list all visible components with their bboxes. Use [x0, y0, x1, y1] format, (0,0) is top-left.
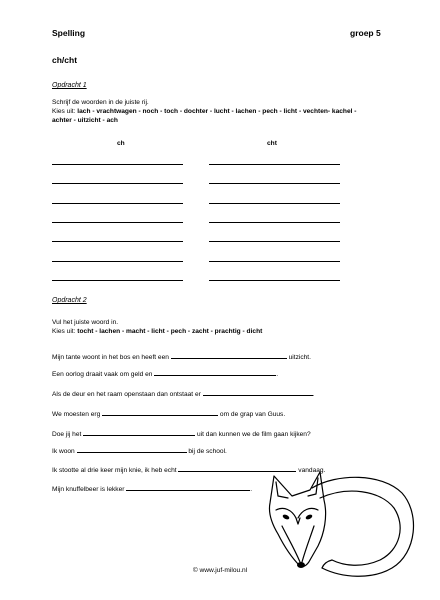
- assignment2-heading: Opdracht 2: [52, 297, 87, 304]
- assignment2-wordlist: [52, 327, 262, 336]
- answer-line-ch[interactable]: [52, 183, 183, 184]
- sentence-row: [52, 369, 278, 378]
- sentence-before: Mijn knuffelbeer is lekker: [52, 486, 127, 493]
- sentence-before: Mijn tante woont in het bos en heeft een: [52, 354, 171, 361]
- footer-copyright: © www.juf-milou.nl: [192, 567, 248, 574]
- sentence-after: .: [312, 391, 315, 398]
- sentence-after: .: [276, 371, 279, 378]
- answer-line-cht[interactable]: [209, 164, 340, 165]
- sentence-row: [52, 446, 227, 455]
- sentence-after: vandaag.: [296, 467, 326, 474]
- assignment2-instruction: Vul het juiste woord in.: [52, 319, 119, 326]
- answer-line-ch[interactable]: [52, 280, 183, 281]
- sentence-after: bij de school.: [186, 448, 227, 455]
- word-list-line1: lach - vrachtwagen - noch - toch - dochter - lucht - lachen - pech - licht - vechten- kachel -: [77, 108, 357, 115]
- fill-in-blank[interactable]: [77, 446, 187, 453]
- sentence-row: [52, 389, 315, 398]
- answer-line-cht[interactable]: [209, 222, 340, 223]
- fill-in-blank[interactable]: [126, 484, 253, 493]
- sentence-row: [52, 484, 252, 493]
- choose-prefix-2: Kies uit:: [52, 328, 78, 335]
- fill-in-blank[interactable]: [203, 389, 313, 396]
- group-label: groep 5: [350, 28, 381, 38]
- sentence-before: We moesten erg: [52, 411, 103, 418]
- sentence-after: .: [250, 486, 253, 493]
- fill-in-blank[interactable]: [154, 369, 279, 378]
- sentence-row: [52, 352, 311, 361]
- word-list-line2: achter - uitzicht - ach: [52, 117, 118, 124]
- fill-in-blank[interactable]: [171, 352, 287, 359]
- answer-line-cht[interactable]: [209, 183, 340, 184]
- sentence-after: uit dan kunnen we de film gaan kijken?: [195, 431, 311, 438]
- sentence-before: Als de deur en het raam openstaan dan ontstaat er: [52, 391, 203, 398]
- column-header-ch: ch: [117, 140, 125, 147]
- word-list-2: tocht - lachen - macht - licht - pech - zacht - prachtig - dicht: [77, 328, 263, 335]
- answer-line-cht[interactable]: [209, 280, 340, 281]
- answer-line-cht[interactable]: [209, 241, 340, 242]
- fox-illustration: [262, 468, 422, 583]
- sentence-row: [52, 409, 285, 418]
- answer-line-ch[interactable]: [52, 203, 183, 204]
- assignment1-wordlist: [52, 107, 356, 116]
- sentence-before: Een oorlog draait vaak om geld en: [52, 371, 155, 378]
- answer-line-cht[interactable]: [209, 203, 340, 204]
- answer-line-ch[interactable]: [52, 222, 183, 223]
- sentence-row: [52, 429, 311, 438]
- assignment1-heading: Opdracht 1: [52, 82, 87, 89]
- sentence-before: Ik stootte al drie keer mijn knie, ik heb echt: [52, 467, 179, 474]
- sentence-after: om de grap van Guus.: [218, 411, 286, 418]
- column-header-cht: cht: [267, 140, 277, 147]
- sentence-before: Ik woon: [52, 448, 77, 455]
- topic-label: ch/cht: [52, 55, 78, 65]
- answer-line-cht[interactable]: [209, 261, 340, 262]
- worksheet-title: Spelling: [52, 28, 86, 38]
- answer-line-ch[interactable]: [52, 241, 183, 242]
- choose-prefix: Kies uit:: [52, 108, 78, 115]
- sentence-before: Doe jij het: [52, 431, 84, 438]
- sentence-after: uitzicht.: [286, 354, 311, 361]
- answer-line-ch[interactable]: [52, 164, 183, 165]
- assignment1-instruction: Schrijf de woorden in de juiste rij.: [52, 99, 149, 106]
- fill-in-blank[interactable]: [102, 409, 218, 416]
- answer-line-ch[interactable]: [52, 261, 183, 262]
- fill-in-blank[interactable]: [83, 429, 195, 436]
